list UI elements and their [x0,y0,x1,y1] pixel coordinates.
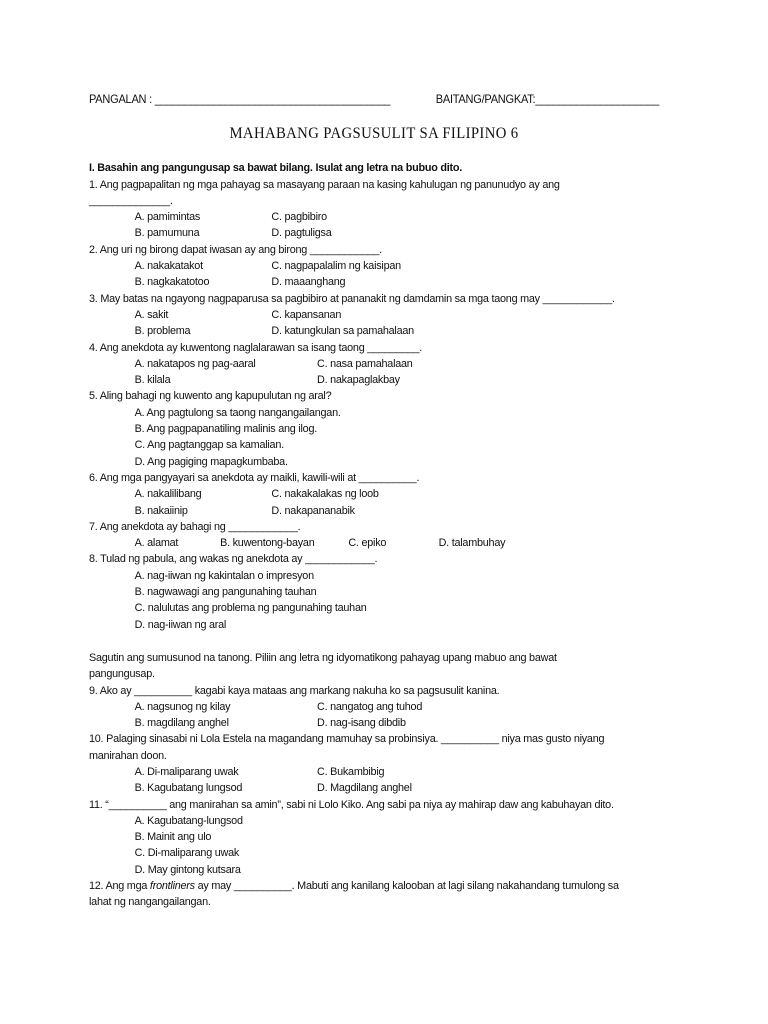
option: B. nagkakatotoo [134,276,210,289]
question-1: 1. Ang pagpapalitan ng mga pahayag sa masayang paraan na kasing kahulugan ng panunudyo ay ang [89,178,560,191]
question-3: 3. May batas na ngayong nagpaparusa sa pagbibiro at pananakit ng damdamin sa mga taong may ____________. [89,292,615,305]
question-2: 2. Ang uri ng birong dapat iwasan ay ang birong ____________. [89,243,382,256]
q3-options-row1 [89,307,659,323]
grade-field-label: BAITANG/PANGKAT:_____________________ [435,93,659,106]
option: A. nagsunog ng kilay [134,700,231,713]
option: C. Di-maliparang uwak [134,847,240,860]
q9-options-row1 [89,699,659,715]
option: C. Bukambibig [317,765,385,778]
question-1-blank: ______________. [89,194,173,207]
worksheet [89,92,659,911]
q6-options-row2 [89,503,659,519]
q3-options-row2 [89,323,659,339]
option: D. maaanghang [271,276,346,289]
section1-instruction: I. Basahin ang pangungusap sa bawat bilang. Isulat ang letra na bubuo dito. [89,162,462,175]
option: B. nagwawagi ang pangunahing tauhan [134,586,317,599]
option: B. Ang pagpapanatiling malinis ang ilog. [134,423,318,436]
question-5: 5. Aling bahagi ng kuwento ang kapupulutan ng aral? [89,390,332,403]
option: A. Di-maliparang uwak [134,765,239,778]
q12-italic-word: frontliners [149,880,195,893]
question-10: 10. Palaging sinasabi ni Lola Estela na magandang mamuhay sa probinsiya. __________ niya mas gusto niyang [89,733,605,746]
option: D. nag-isang dibdib [317,717,406,730]
option: A. nakakatakot [134,260,203,273]
name-field-label: PANGALAN : ________________________________________ [89,93,391,106]
option: D. May gintong kutsara [134,863,241,876]
q7-options-row [89,535,659,551]
q9-options-row2 [89,715,659,731]
section2-instruction: Sagutin ang sumusunod na tanong. Piliin ang letra ng idyomatikong pahayag upang mabuo ang bawat [89,651,557,664]
option: D. katungkulan sa pamahalaan [271,325,414,338]
option: D. nag-iiwan ng aral [134,618,227,631]
option: C. pagbibiro [271,211,327,224]
spacer [89,633,659,650]
option: C. epiko [348,537,387,550]
option: A. pamimintas [134,211,201,224]
option: C. kapansanan [271,308,342,321]
option: C. nalulutas ang problema ng pangunahing tauhan [134,602,367,615]
option: B. nakaiinip [134,504,188,517]
q4-options-row1 [89,356,659,372]
q1-options-row2 [89,225,659,241]
option: B. kuwentong-bayan [220,537,315,550]
q10-options-row1 [89,764,659,780]
option: B. magdilang anghel [134,717,229,730]
q12-text-end: ay may __________. Mabuti ang kanilang kalooban at lagi silang nakahandang tumulong sa [194,880,619,893]
option: B. kilala [134,374,171,387]
question-8: 8. Tulad ng pabula, ang wakas ng anekdota ay ____________. [89,553,378,566]
page-title: MAHABANG PAGSUSULIT SA FILIPINO 6 [229,125,519,142]
option: B. Kagubatang lungsod [134,782,243,795]
question-11: 11. “__________ ang manirahan sa amin”, sabi ni Lolo Kiko. Ang sabi pa niya ay mahirap daw ang kabuhayan dito. [89,798,614,811]
question-12-cont: lahat ng nangangailangan. [89,896,211,909]
q2-options-row2 [89,274,659,290]
header [89,92,659,110]
option: D. talambuhay [438,537,506,550]
option: A. Ang pagtulong sa taong nangangailangan. [134,406,341,419]
q10-options-row2 [89,780,659,796]
option: A. nakalilibang [134,488,202,501]
q6-options-row1 [89,486,659,502]
option: A. alamat [134,537,179,550]
question-7: 7. Ang anekdota ay bahagi ng ____________. [89,520,301,533]
section2-instruction-cont: pangungusap. [89,668,155,681]
option: D. Ang pagiging mapagkumbaba. [134,455,288,468]
option: D. nakapaglakbay [317,374,400,387]
option: A. nakatapos ng pag-aaral [134,357,256,370]
option: C. nakakalakas ng loob [271,488,379,501]
question-9: 9. Ako ay __________ kagabi kaya mataas ang markang nakuha ko sa pagsusulit kanina. [89,684,500,697]
q1-options-row1 [89,209,659,225]
question-4: 4. Ang anekdota ay kuwentong naglalarawan sa isang taong _________. [89,341,423,354]
question-12 [89,878,659,894]
question-6: 6. Ang mga pangyayari sa anekdota ay maikli, kawili-wili at __________. [89,471,420,484]
option: C. Ang pagtanggap sa kamalian. [134,439,284,452]
q2-options-row1 [89,258,659,274]
option: A. nag-iiwan ng kakintalan o impresyon [134,569,314,582]
option: C. nangatog ang tuhod [317,700,423,713]
option: A. sakit [134,308,169,321]
q4-options-row2 [89,372,659,388]
option: D. pagtuligsa [271,227,332,240]
option: D. Magdilang anghel [317,782,412,795]
option: C. nasa pamahalaan [317,357,413,370]
option: D. nakapananabik [271,504,355,517]
option: A. Kagubatang-lungsod [134,814,243,827]
option: B. problema [134,325,191,338]
option: B. pamumuna [134,227,200,240]
option: B. Mainit ang ulo [134,831,212,844]
option: C. nagpapalalim ng kaisipan [271,260,401,273]
question-10-cont: manirahan doon. [89,749,167,762]
q12-text-start: 12. Ang mga [89,880,150,893]
